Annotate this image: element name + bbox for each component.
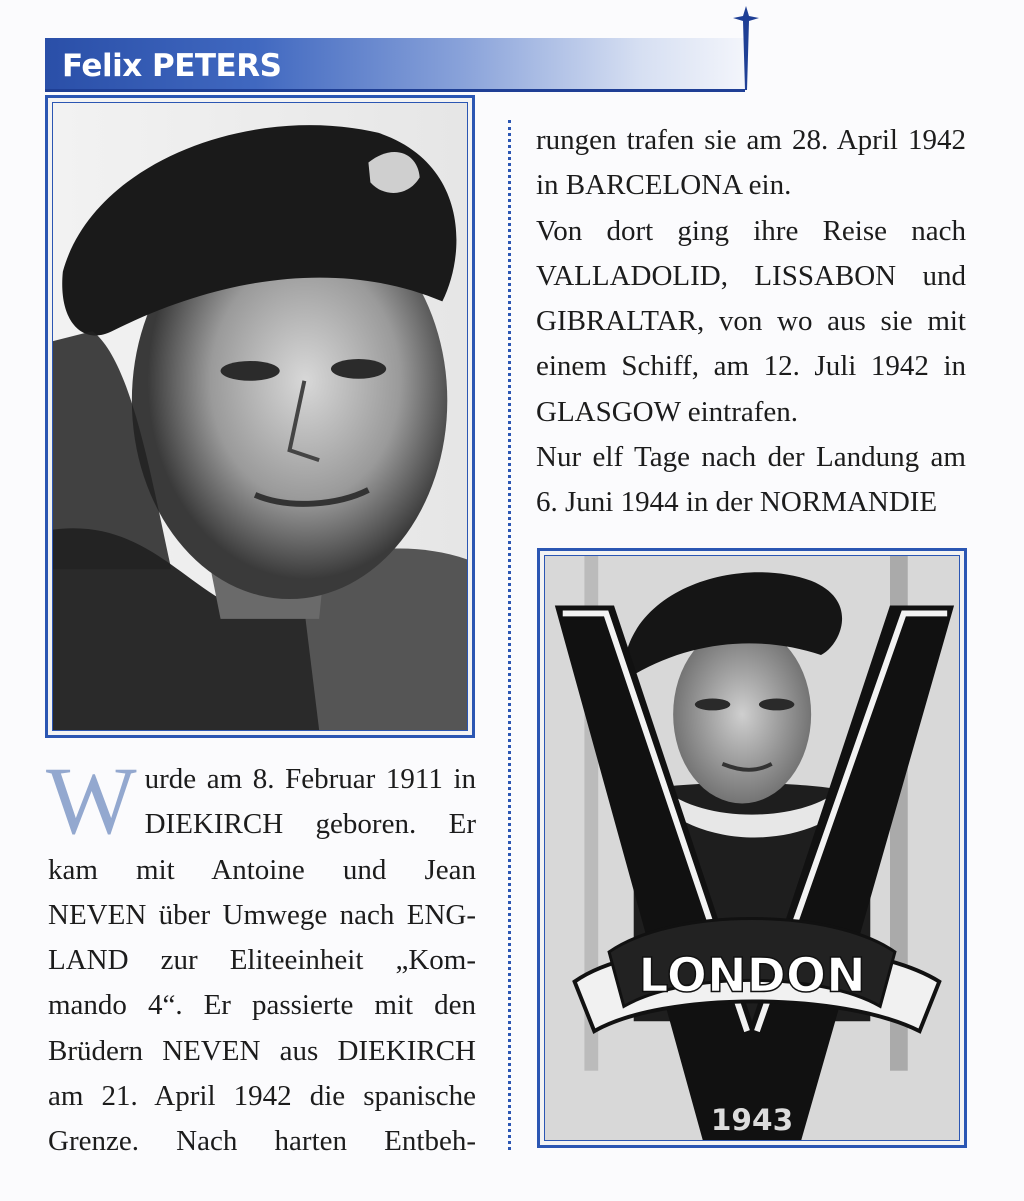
paragraph: Von dort ging ihre Reise nach VALLADOLID, LISSABON und GIBRALTAR, von wo aus sie mit einem Schiff, am 12. Juli 1942 in GLASGOW eintrafen. — [536, 214, 966, 428]
banner-text: LONDON — [638, 948, 866, 1004]
paragraph: Nur elf Tage nach der Landung am 6. Juni 1944 in der NORMANDIE — [536, 441, 966, 519]
text-line: urde am 8. Februar 1911 in — [144, 763, 476, 795]
article-left-column — [46, 747, 476, 1165]
text-line: am 21. April 1942 die spanische — [48, 1080, 476, 1113]
year-text: 1943 — [710, 1102, 794, 1138]
drop-cap: W — [46, 747, 137, 854]
text-line: DIEKIRCH geboren. Er — [144, 808, 476, 841]
cross-icon — [724, 4, 768, 92]
london-postcard-photo — [537, 548, 967, 1148]
title-underline — [45, 89, 745, 92]
portrait-image — [53, 103, 467, 730]
text-line: kam mit Antoine und Jean — [48, 853, 476, 886]
text-line: mando 4“. Er passierte mit den — [48, 989, 476, 1022]
text-line: Grenze. Nach harten Entbeh- — [48, 1125, 476, 1158]
portrait-photo — [45, 95, 475, 738]
column-divider — [508, 120, 511, 1150]
text-line: Brüdern NEVEN aus DIEKIRCH — [48, 1034, 476, 1067]
london-postcard-image — [545, 556, 959, 1140]
article-right-column — [536, 118, 966, 526]
text-line: LAND zur Eliteeinheit „Kom- — [48, 944, 476, 977]
text-line: NEVEN über Umwege nach ENG- — [48, 898, 476, 931]
paragraph: rungen trafen sie am 28. April 1942 in BARCELONA ein. — [536, 124, 966, 202]
page-title: Felix PETERS — [62, 48, 282, 84]
